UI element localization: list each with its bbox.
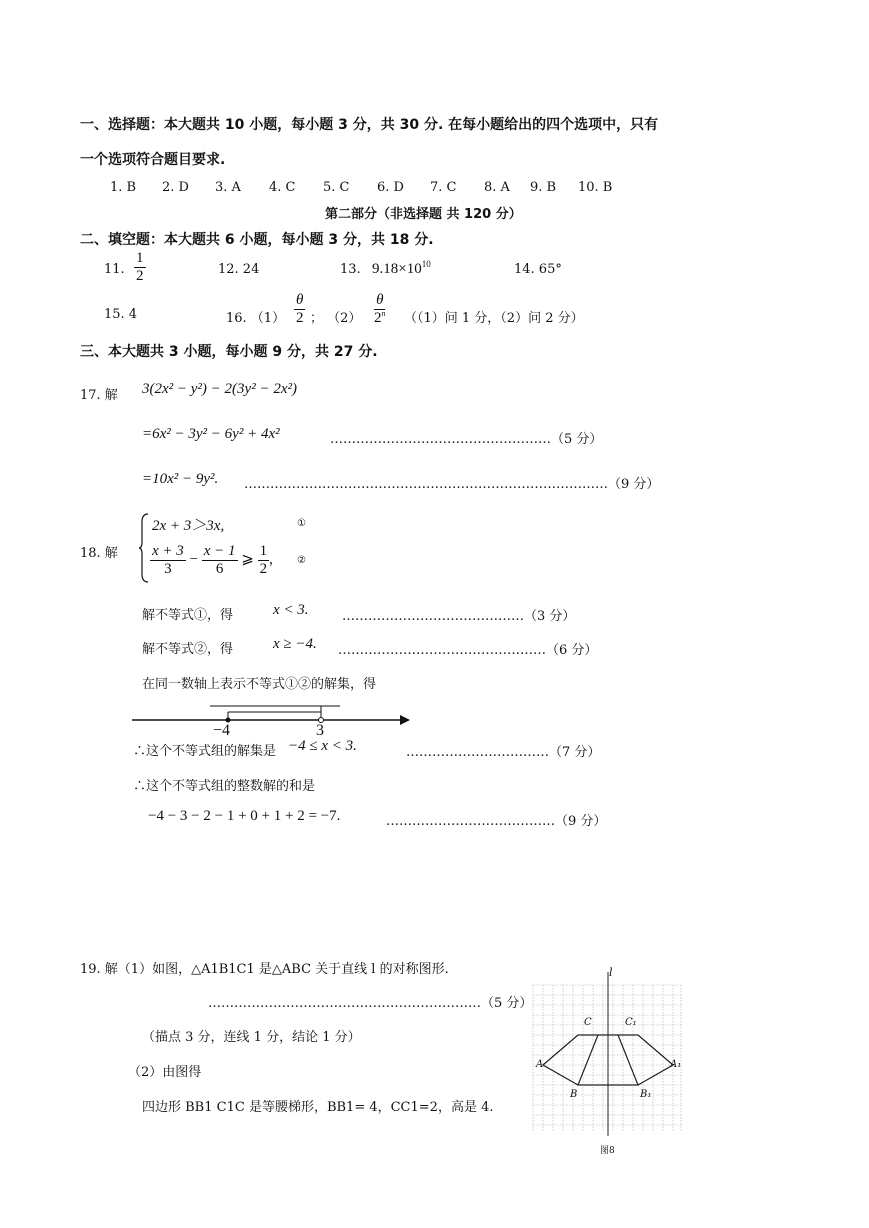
q18-axis-label-neg4: −4 xyxy=(213,722,231,739)
fig-label-B: B xyxy=(570,1089,578,1100)
q13-value xyxy=(372,259,431,278)
answer-9: 9. B xyxy=(530,180,557,195)
q15: 15. 4 xyxy=(104,307,138,322)
answer-3: 3. A xyxy=(215,180,241,195)
q16-label: 16. （1） xyxy=(226,311,286,326)
part2-title: 第二部分（非选择题 共 120 分） xyxy=(325,207,522,222)
fig-label-C: C xyxy=(584,1017,592,1028)
figure-caption: 图8 xyxy=(600,1146,615,1156)
q18-step4-text: ∴这个不等式组的解集是 xyxy=(133,744,277,759)
q18-step1-dots: ……………………………………（3 分） xyxy=(342,609,576,624)
q18-frac1-num: x + 3 xyxy=(152,543,184,559)
q12: 12. 24 xyxy=(218,262,260,277)
q18-minus: − xyxy=(189,551,198,568)
q18-circle-1: ① xyxy=(297,518,306,529)
answer-7: 7. C xyxy=(430,180,457,195)
q18-step2-dots: …………………………………………（6 分） xyxy=(338,643,598,658)
q19-dots: ………………………………………………………（5 分） xyxy=(208,996,533,1011)
q19-note: （描点 3 分，连线 1 分，结论 1 分） xyxy=(142,1030,361,1045)
q18-step1-text: 解不等式①，得 xyxy=(142,608,234,623)
q18-comma: , xyxy=(269,551,273,568)
q17-line2: =6x² − 3y² − 6y² + 4x² xyxy=(142,426,280,442)
q16-num1: θ xyxy=(296,292,304,308)
q18-step4-dots: ……………………………（7 分） xyxy=(406,745,601,760)
q13-exponent: 10 xyxy=(421,259,431,269)
q16-fraction-1 xyxy=(294,292,305,326)
q18-frac2-den: 6 xyxy=(215,560,224,577)
q18-step6-dots: …………………………………（9 分） xyxy=(386,814,607,829)
fig-label-B1: B₁ xyxy=(640,1089,652,1100)
q16-den1: 2 xyxy=(295,309,304,326)
q19-part2: （2）由图得 xyxy=(128,1065,202,1080)
q18-brace xyxy=(138,512,150,584)
q17-line3: =10x² − 9y². xyxy=(142,471,219,487)
q18-frac3-num: 1 xyxy=(259,543,268,559)
answer-5: 5. C xyxy=(323,180,350,195)
q17-line1: 3(2x² − y²) − 2(3y² − 2x²) xyxy=(142,381,297,397)
q18-step5: ∴这个不等式组的整数解的和是 xyxy=(133,779,316,794)
q16-note: （（1）问 1 分，（2）问 2 分） xyxy=(404,311,584,326)
answer-2: 2. D xyxy=(162,180,189,195)
q18-system-line2 xyxy=(150,543,273,577)
fig-label-A1: A₁ xyxy=(670,1059,682,1070)
q18-axis-label-3: 3 xyxy=(316,722,324,739)
q18-geq: ⩾ xyxy=(241,551,254,568)
section2-title: 二、填空题：本大题共 6 小题，每小题 3 分，共 18 分. xyxy=(80,232,434,248)
q11-fraction xyxy=(134,250,146,284)
q17-label: 17. 解 xyxy=(80,388,118,403)
q19-line1: 19. 解（1）如图，△A1B1C1 是△ABC 关于直线 l 的对称图形. xyxy=(80,962,449,977)
q13-mantissa: 9.18×10 xyxy=(372,261,422,277)
q18-step4-math: −4 ≤ x < 3. xyxy=(288,738,357,754)
figure-8-grid xyxy=(528,970,688,1138)
q16-fraction-2 xyxy=(374,292,386,326)
q18-system-line1: 2x + 3＞3x, xyxy=(152,518,225,534)
q18-step3: 在同一数轴上表示不等式①②的解集，得 xyxy=(142,677,377,692)
section1-title-line2: 一个选项符合题目要求. xyxy=(80,152,226,168)
q14: 14. 65° xyxy=(514,262,562,277)
q16-separator: ； （2） xyxy=(310,311,362,326)
q11-numerator: 1 xyxy=(136,250,144,266)
q17-line2-dots: ……………………………………………（5 分） xyxy=(330,432,603,447)
section3-title: 三、本大题共 3 小题，每小题 9 分，共 27 分. xyxy=(80,344,378,360)
q18-label: 18. 解 xyxy=(80,546,118,561)
q18-frac2-num: x − 1 xyxy=(203,543,236,559)
q18-step1-math: x < 3. xyxy=(273,602,309,618)
q16-den2-exp: n xyxy=(381,308,386,318)
fig-label-l: l xyxy=(609,966,613,979)
q16-den2: 2 xyxy=(374,309,382,326)
q18-circle-2: ② xyxy=(297,555,306,566)
q11-label: 11. xyxy=(104,262,125,277)
q13-label: 13. xyxy=(340,262,361,277)
answer-10: 10. B xyxy=(578,180,613,195)
q19-conclusion: 四边形 BB1 C1C 是等腰梯形，BB1= 4，CC1=2，高是 4. xyxy=(142,1100,494,1115)
answer-8: 8. A xyxy=(484,180,510,195)
fig-label-C1: C₁ xyxy=(625,1017,637,1028)
answer-1: 1. B xyxy=(110,180,137,195)
section1-title-line1: 一、选择题：本大题共 10 小题，每小题 3 分，共 30 分. 在每小题给出的四个选项中，只有 xyxy=(80,117,659,133)
q16-num2: θ xyxy=(376,292,384,308)
answer-4: 4. C xyxy=(269,180,296,195)
answer-6: 6. D xyxy=(377,180,404,195)
q18-step6-math: −4 − 3 − 2 − 1 + 0 + 1 + 2 = −7. xyxy=(148,808,341,824)
q18-number-line xyxy=(128,700,428,730)
q18-frac1-den: 3 xyxy=(164,560,172,577)
q18-step2-math: x ≥ −4. xyxy=(273,636,317,652)
q17-line3-dots: …………………………………………………………………………（9 分） xyxy=(244,477,660,492)
q18-frac3-den: 2 xyxy=(259,560,268,577)
fig-label-A: A xyxy=(536,1059,544,1070)
q11-denominator: 2 xyxy=(136,267,144,284)
q18-step2-text: 解不等式②，得 xyxy=(142,642,234,657)
